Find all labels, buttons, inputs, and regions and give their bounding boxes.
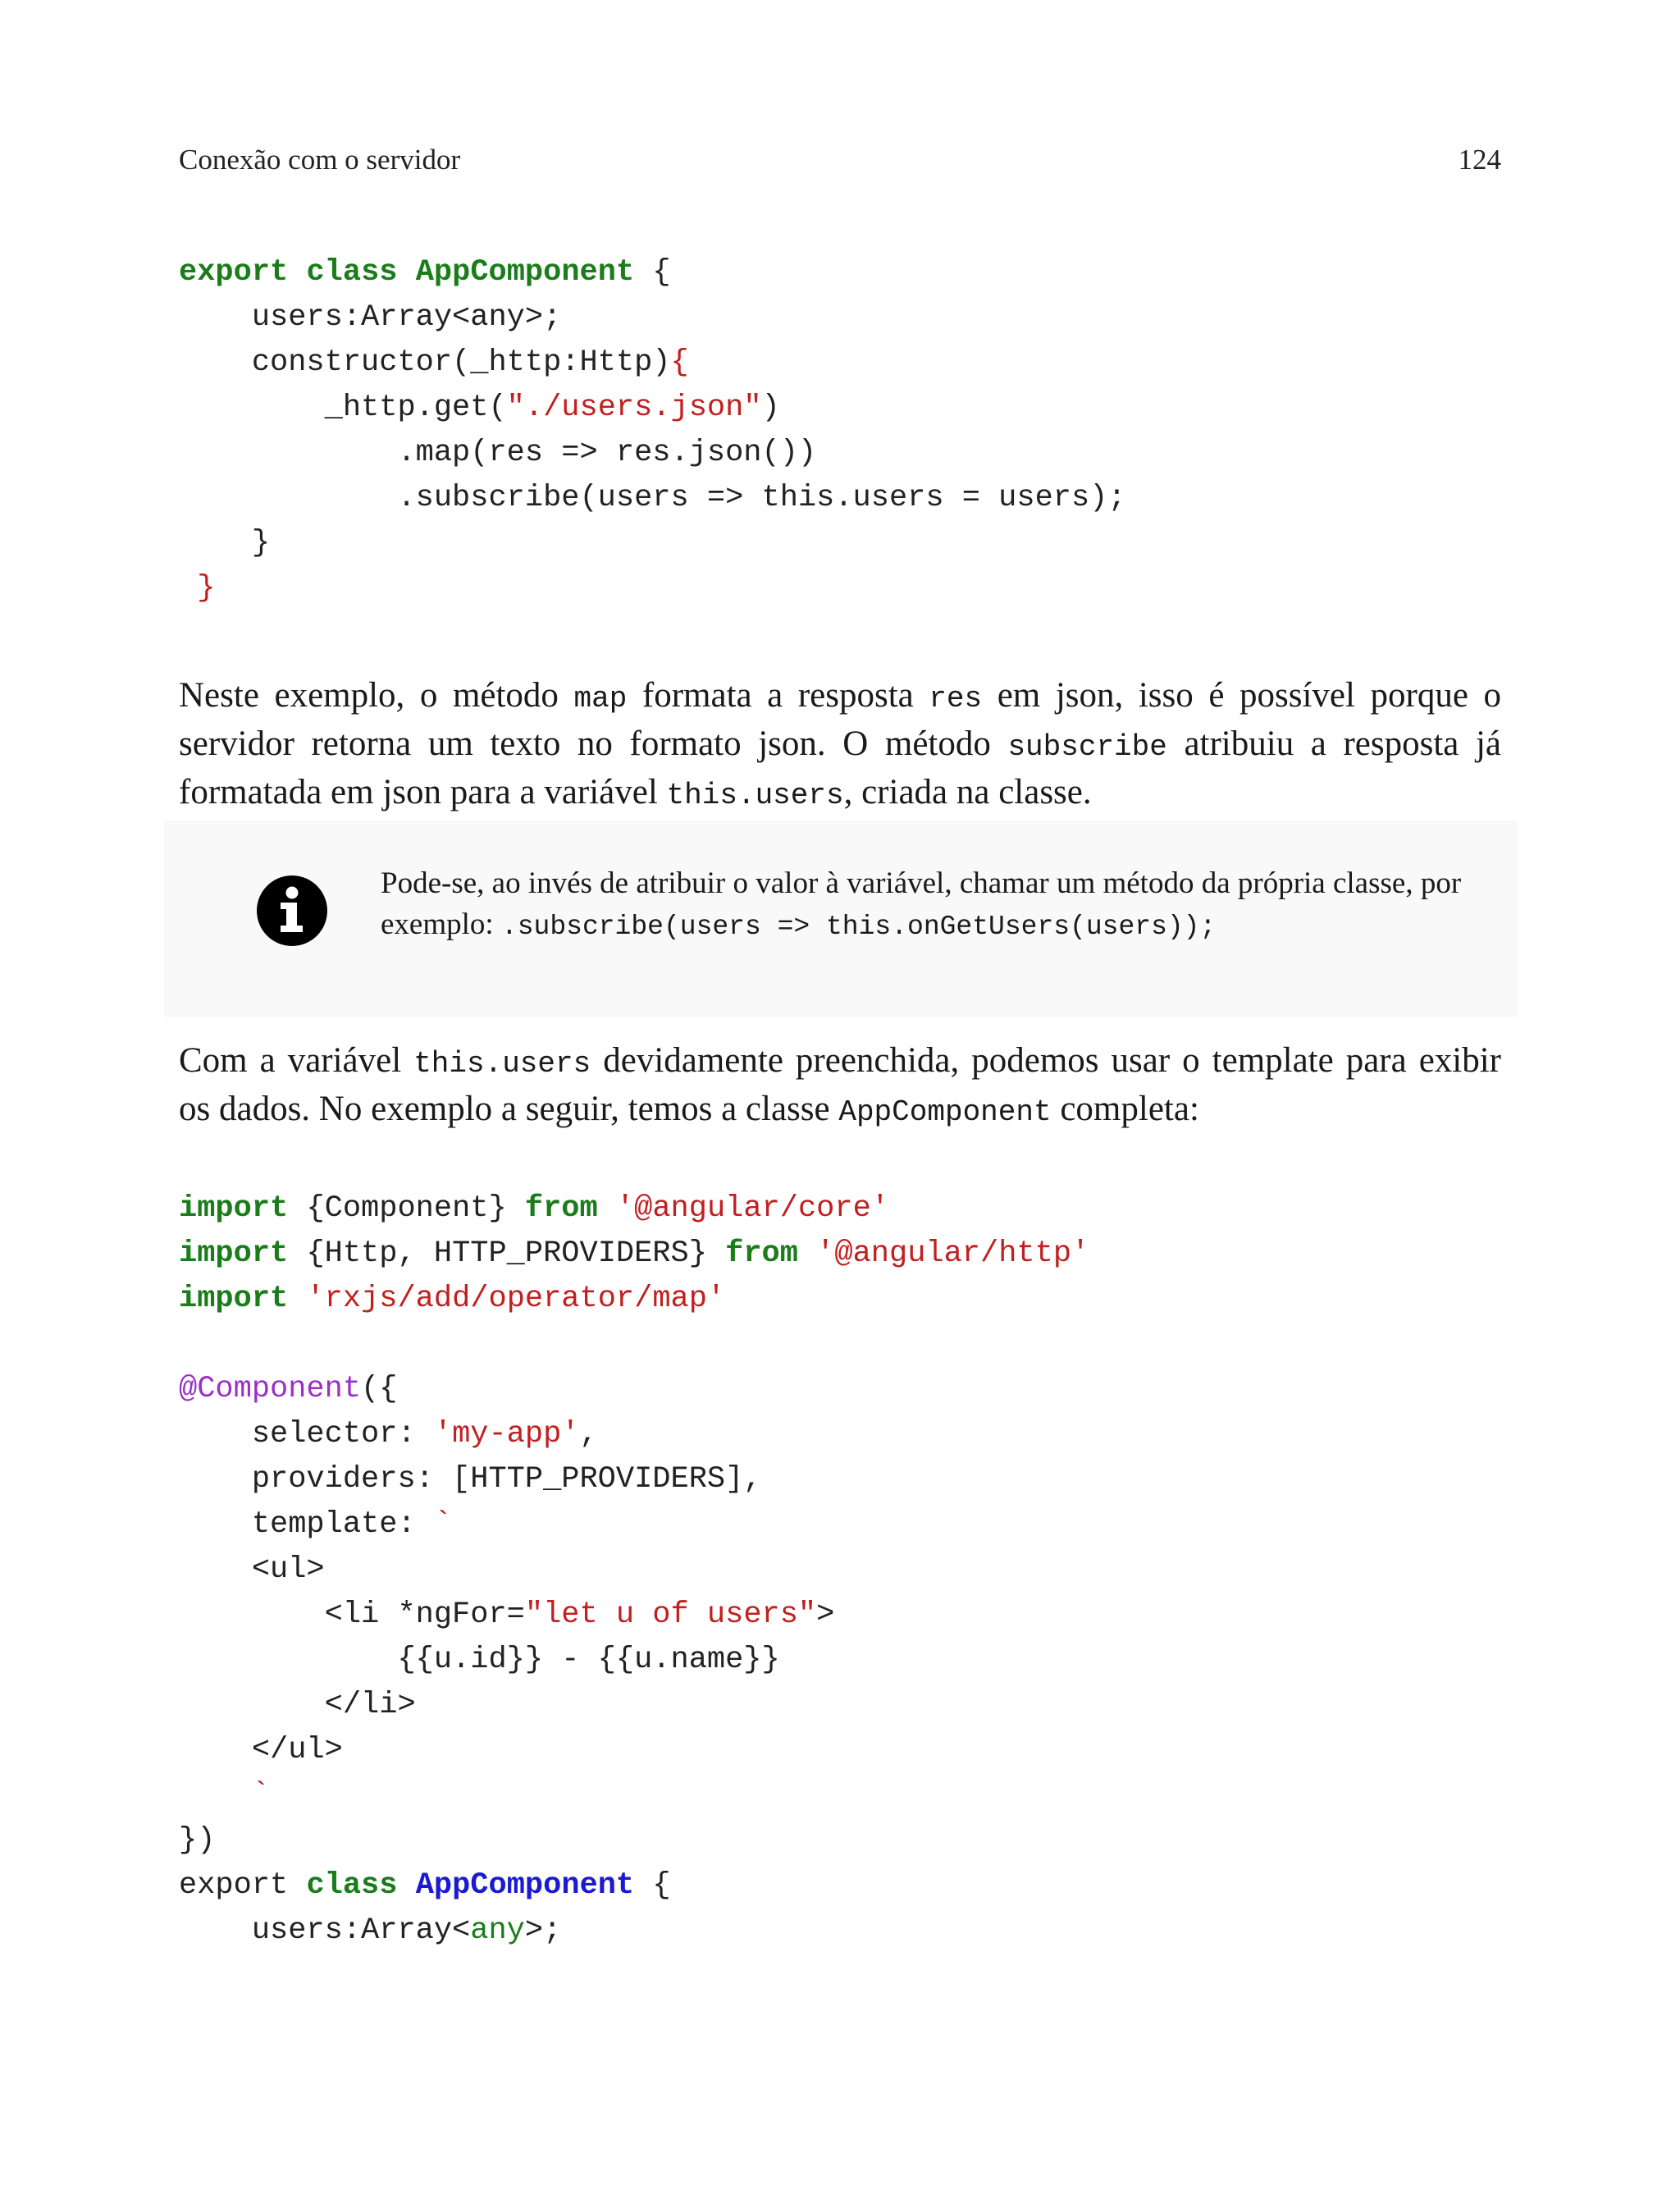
code-keyword: import (179, 1191, 289, 1226)
info-icon (256, 875, 328, 947)
code-class-name: AppComponent (415, 255, 635, 290)
page-header (179, 144, 1501, 176)
code-line: {{u.id}} - {{u.name}} (179, 1643, 780, 1677)
code-brace: { (670, 345, 689, 380)
code-line: providers: [HTTP_PROVIDERS], (179, 1462, 762, 1497)
code-string: '@angular/core' (615, 1191, 889, 1226)
code-text: _http.get( (179, 391, 507, 425)
code-line: .map(res => res.json()) (179, 436, 817, 470)
text: Neste exemplo, o método (179, 676, 574, 715)
code-text: ({ (361, 1372, 398, 1406)
code-text: ) (761, 391, 780, 425)
inline-code: map (573, 682, 628, 715)
section-title: Conexão com o servidor (179, 144, 461, 176)
text: formata a resposta (627, 676, 929, 715)
inline-code: subscribe (1007, 730, 1167, 764)
inline-code: res (929, 682, 983, 715)
code-line: constructor(_http:Http) (179, 345, 671, 380)
code-line: .subscribe(users => this.users = users); (179, 481, 1126, 515)
code-decorator: @Component (179, 1372, 362, 1406)
text: atribuiu a resposta já formatada em json para a variável (179, 725, 1501, 811)
code-block-2 (179, 1186, 1089, 1954)
code-line: } (179, 571, 216, 606)
code-keyword: class (306, 1868, 398, 1903)
code-text: template: (179, 1507, 434, 1542)
code-text: { (634, 255, 671, 290)
code-text: , (579, 1417, 598, 1451)
code-text: { (634, 1868, 671, 1903)
info-note (164, 821, 1518, 1017)
code-text: selector: (179, 1417, 434, 1451)
code-block-1 (179, 250, 1126, 611)
code-class-name: AppComponent (415, 1868, 635, 1903)
code-line: } (179, 526, 271, 560)
code-text: {Component} (288, 1191, 525, 1226)
text: em json, isso é possível porque o servidor retorna um texto no formato json. O método (179, 676, 1501, 763)
page-number: 124 (1458, 144, 1501, 176)
inline-code: AppComponent (838, 1095, 1052, 1129)
code-text: export (179, 1868, 307, 1903)
code-keyword: from (524, 1191, 598, 1226)
code-keyword: from (725, 1236, 798, 1271)
code-text: >; (524, 1913, 562, 1948)
code-string: '@angular/http' (816, 1236, 1090, 1271)
inline-code: .subscribe(users => this.onGetUsers(users)); (500, 912, 1217, 942)
code-keyword: import (179, 1282, 289, 1316)
text: devidamente preenchida, podemos usar o template para exibir os dados. No exemplo a seguir, temos a classe (179, 1041, 1501, 1128)
code-line: }) (179, 1823, 216, 1858)
text: Com a variável (179, 1041, 414, 1080)
code-backtick: ` (179, 1778, 271, 1812)
paragraph-1 (179, 673, 1501, 818)
code-string: 'rxjs/add/operator/map' (306, 1282, 726, 1316)
code-text: users:Array< (179, 1913, 471, 1948)
code-line: users:Array<any>; (179, 300, 562, 335)
code-backtick: ` (433, 1507, 453, 1542)
code-string: "let u of users" (524, 1598, 817, 1632)
code-string: 'my-app' (433, 1417, 580, 1451)
code-text: > (816, 1598, 835, 1632)
inline-code: this.users (413, 1047, 591, 1081)
code-text: {Http, HTTP_PROVIDERS} (288, 1236, 726, 1271)
code-line: <ul> (179, 1552, 325, 1587)
code-text: <li *ngFor= (179, 1598, 525, 1632)
code-line: </ul> (179, 1733, 343, 1767)
code-type: any (470, 1913, 525, 1948)
text: completa: (1051, 1090, 1199, 1128)
note-text (381, 863, 1513, 948)
code-keyword: import (179, 1236, 289, 1271)
code-string: "./users.json" (506, 391, 762, 425)
code-line: </li> (179, 1688, 416, 1722)
text: , criada na classe. (843, 773, 1092, 811)
code-keyword: export (179, 255, 289, 290)
code-keyword: class (306, 255, 398, 290)
text: Pode-se, ao invés de atribuir o valor à variável, chamar um método da própria classe, por exemplo: (381, 866, 1462, 941)
inline-code: this.users (666, 779, 844, 812)
paragraph-2 (179, 1038, 1501, 1135)
